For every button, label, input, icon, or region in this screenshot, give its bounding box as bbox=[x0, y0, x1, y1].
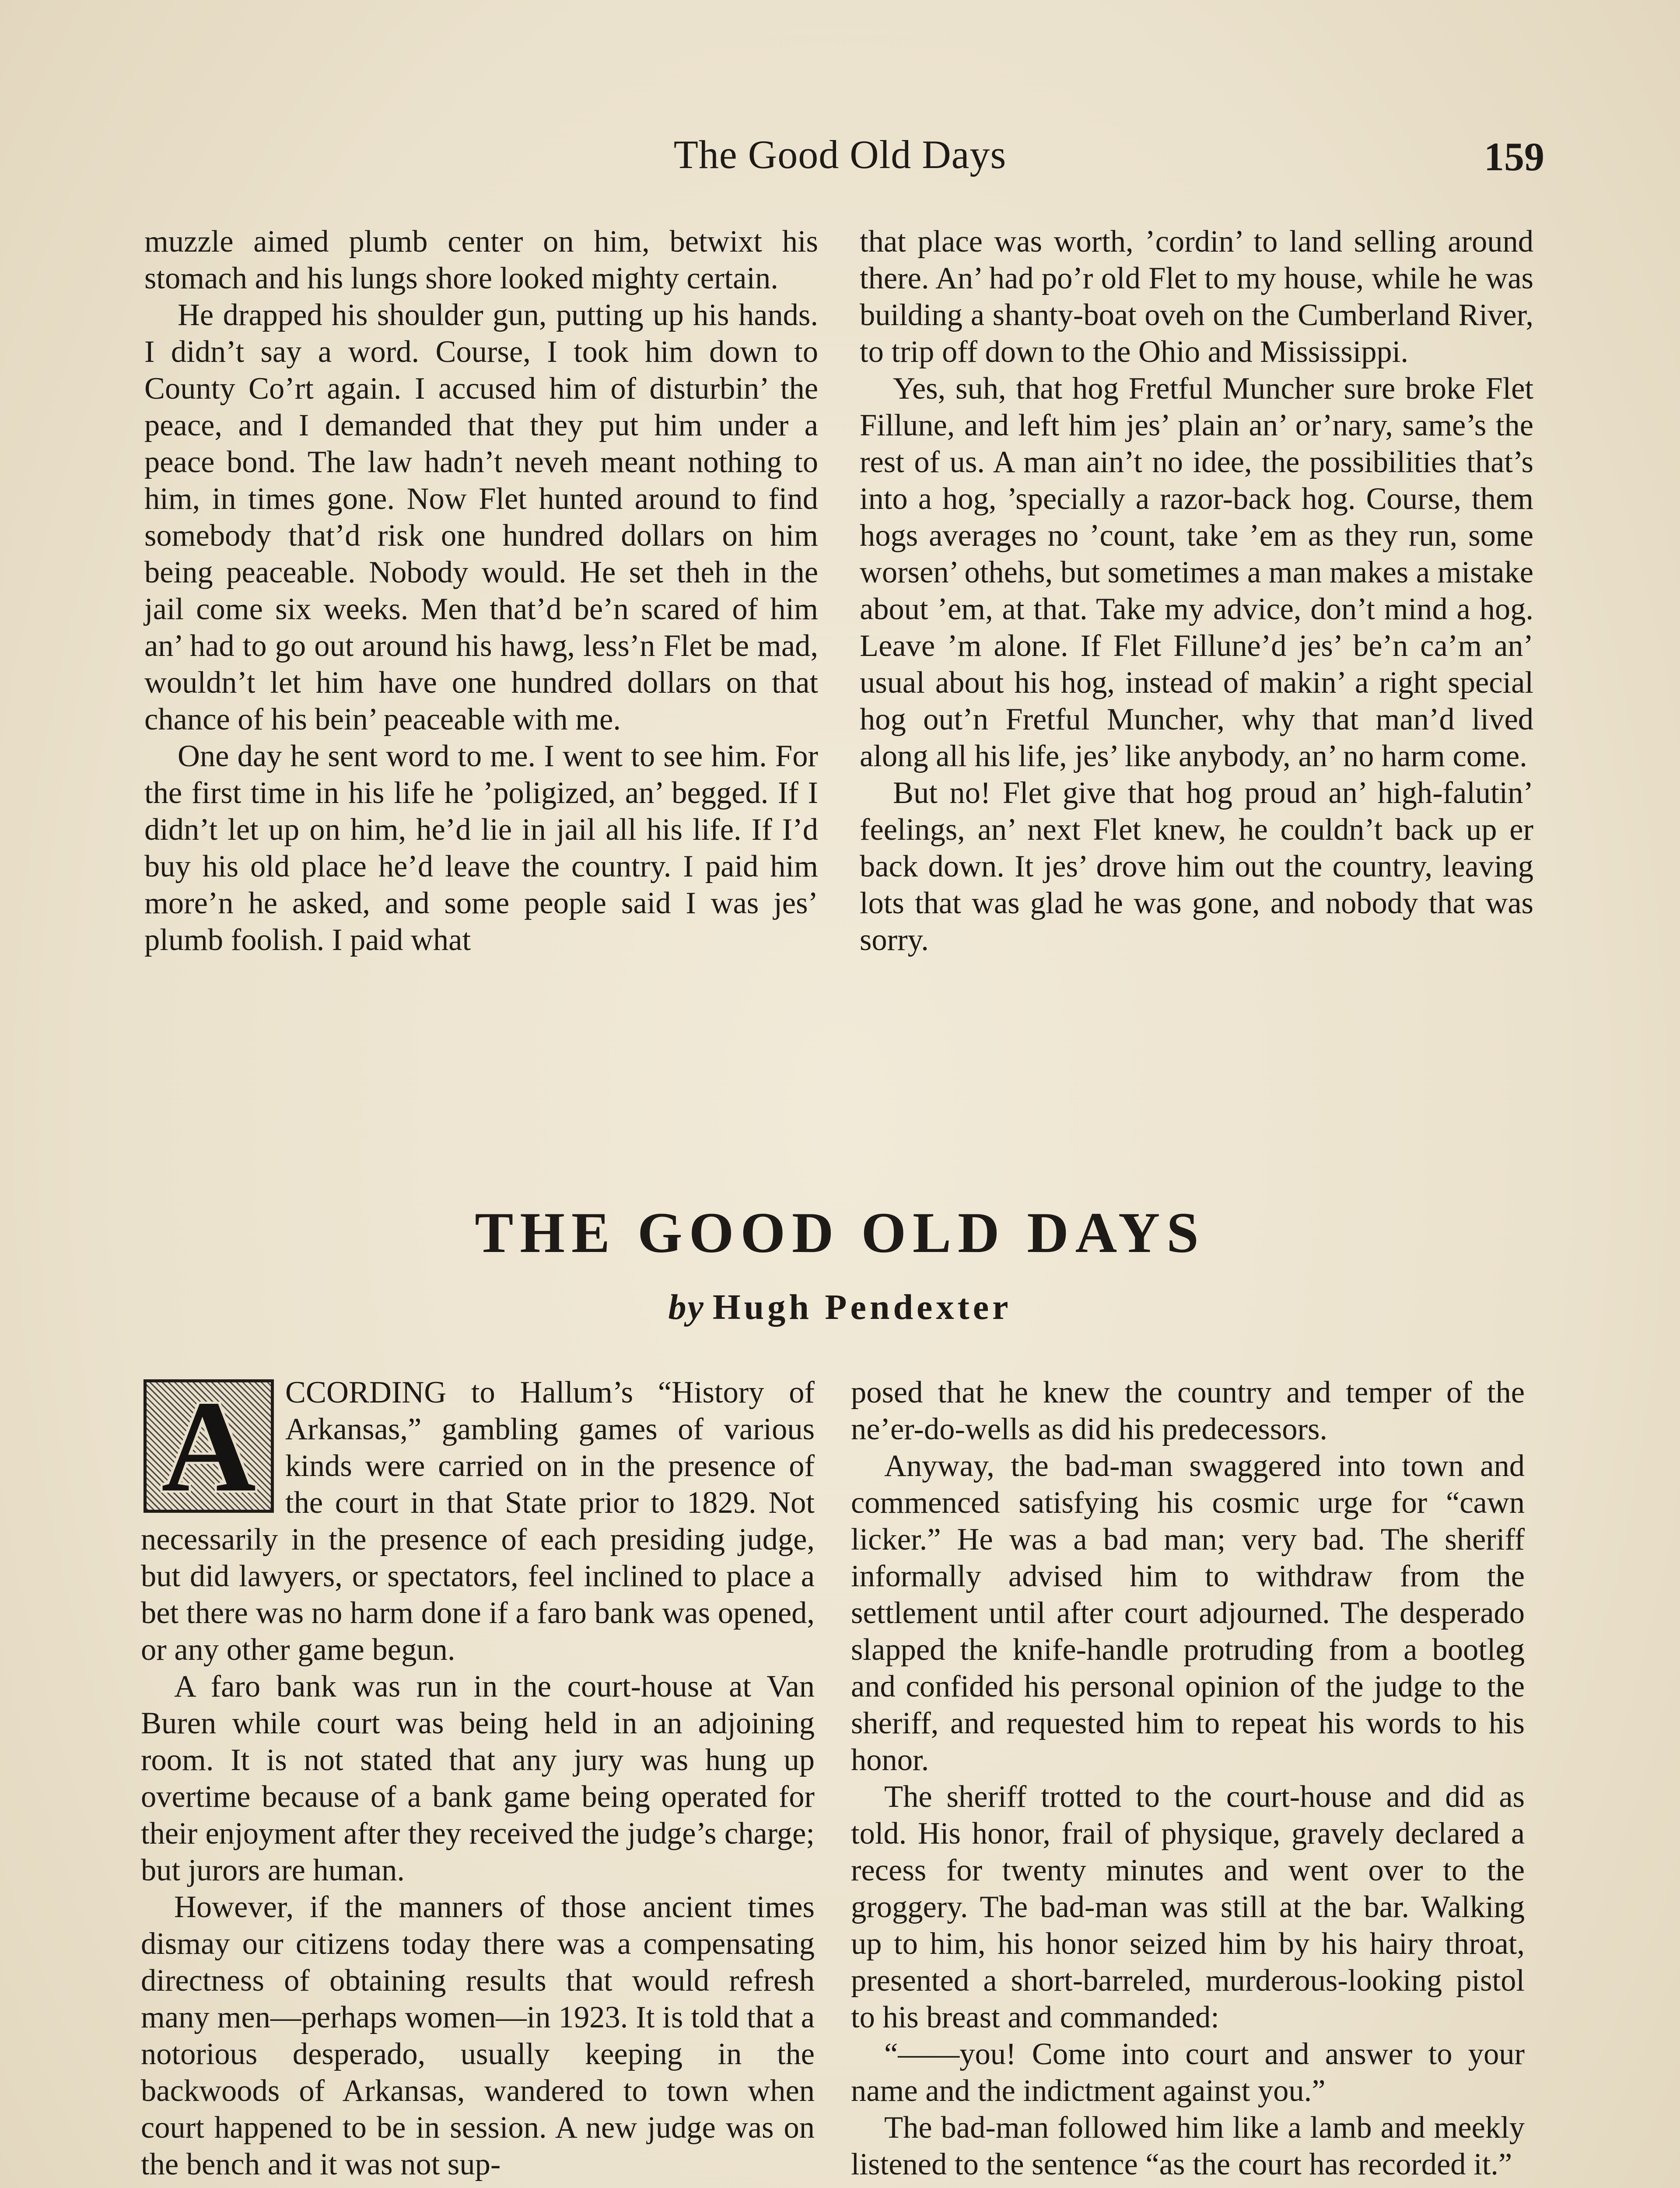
paragraph: “——you! Come into court and answer to your name and the indictment against you.” bbox=[851, 2037, 1525, 2108]
paragraph: One day he sent word to me. I went to see him. For the first time in his life he ’poligized, an’ begged. If I didn’t let up on him, he’d lie in jail all his life. If I’d buy his old place he’d leave the country. I paid him more’n he asked, and some people said I was jes’ plumb foolish. I paid what bbox=[144, 739, 818, 957]
paragraph: A faro bank was run in the court-house at Van Buren while court was being held in an adjoining room. It is not stated that any jury was hung up overtime because of a bank game being operated for their enjoyment after they received the judge’s charge; but jurors are human. bbox=[141, 1669, 815, 1887]
paragraph: Yes, suh, that hog Fretful Muncher sure broke Flet Fillune, and left him jes’ plain an’ or’nary, same’s the rest of us. A man ain’t no idee, the possibilities that’s into a hog, ’specially a razor-back hog. Course, them hogs averages no ’count, take ’em as they run, some worsen’ othehs, but sometimes a man makes a mistake about ’em, at that. Take my advice, don’t mind a hog. Leave ’m alone. If Flet Fillune’d jes’ be’n ca’m an’ usual about his hog, instead of makin’ a right special hog out’n Fretful Muncher, why that man’d lived along all his life, jes’ like anybody, an’ no harm come. bbox=[860, 372, 1533, 773]
article-right-column bbox=[851, 1374, 1525, 2183]
paragraph: The sheriff trotted to the court-house and did as told. His honor, frail of physique, gravely declared a recess for twenty minutes and went over to the groggery. The bad-man was still at the bar. Walking up to him, his honor seized him by his hairy throat, presented a short-barreled, murderous-looking pistol to his breast and commanded: bbox=[851, 1780, 1525, 2034]
drop-cap-letter: A bbox=[161, 1373, 256, 1519]
author-name: Hugh Pendexter bbox=[712, 1287, 1012, 1327]
paragraph: that place was worth, ’cordin’ to land selling around there. An’ had po’r old Flet to my house, while he was building a shanty-boat oveh on the Cumberland River, to trip off down to the Ohio and Mississippi. bbox=[860, 224, 1533, 369]
article-left-column bbox=[141, 1374, 815, 2183]
paragraph: He drapped his shoulder gun, putting up his hands. I didn’t say a word. Course, I took him down to County Co’rt again. I accused him of disturbin’ the peace, and I demanded that they put him under a peace bond. The law hadn’t neveh meant nothing to him, in times gone. Now Flet hunted around to find somebody that’d risk one hundred dollars on him being peaceable. Nobody would. He set theh in the jail come six weeks. Men that’d be’n scared of him an’ had to go out around his hawg, less’n Flet be mad, wouldn’t let him have one hundred dollars on that chance of his bein’ peaceable with me. bbox=[144, 298, 818, 736]
paragraph: CCORDING to Hallum’s “History of Arkansas,” gambling games of various kinds were carried on in the presence of the court in that State prior to 1829. Not necessarily in the presence of each presiding judge, but did lawyers, or spectators, feel inclined to place a bet there was no harm done if a faro bank was opened, or any other game begun. bbox=[141, 1375, 815, 1667]
paragraph: Anyway, the bad-man swaggered into town and commenced satisfying his cosmic urge for “cawn licker.” He was a bad man; very bad. The sheriff informally advised him to withdraw from the settlement until after court adjourned. The desperado slapped the knife-handle protruding from a bootleg and confided his personal opinion of the judge to the sheriff, and requested him to repeat his words to his honor. bbox=[851, 1449, 1525, 1777]
running-head: The Good Old Days bbox=[673, 132, 1007, 177]
paragraph: But no! Flet give that hog proud an’ high-falutin’ feelings, an’ next Flet knew, he couldn’t back up er back down. It jes’ drove him out the country, leaving lots that was glad he was gone, and nobody that was sorry. bbox=[860, 776, 1533, 957]
page-number: 159 bbox=[1484, 134, 1544, 179]
drop-cap bbox=[144, 1373, 274, 1519]
previous-story-right-column bbox=[860, 223, 1533, 958]
paragraph: However, if the manners of those ancient times dismay our citizens today there was a compensating directness of obtaining results that would refresh many men—perhaps women—in 1923. It is told that a notorious desperado, usually keeping in the backwoods of Arkansas, wandered to town when court happened to be in session. A new judge was on the bench and it was not sup- bbox=[141, 1890, 815, 2181]
previous-story-left-column bbox=[144, 223, 818, 958]
byline-prefix: by bbox=[668, 1287, 705, 1327]
paragraph: The bad-man followed him like a lamb and meekly listened to the sentence “as the court has recorded it.” bbox=[851, 2111, 1525, 2181]
article-title: THE GOOD OLD DAYS bbox=[475, 1200, 1205, 1265]
paragraph: posed that he knew the country and temper of the ne’er-do-wells as did his predecessors. bbox=[851, 1375, 1525, 1446]
byline bbox=[394, 1287, 1286, 1328]
paragraph: muzzle aimed plumb center on him, betwixt his stomach and his lungs shore looked mighty certain. bbox=[144, 224, 818, 295]
